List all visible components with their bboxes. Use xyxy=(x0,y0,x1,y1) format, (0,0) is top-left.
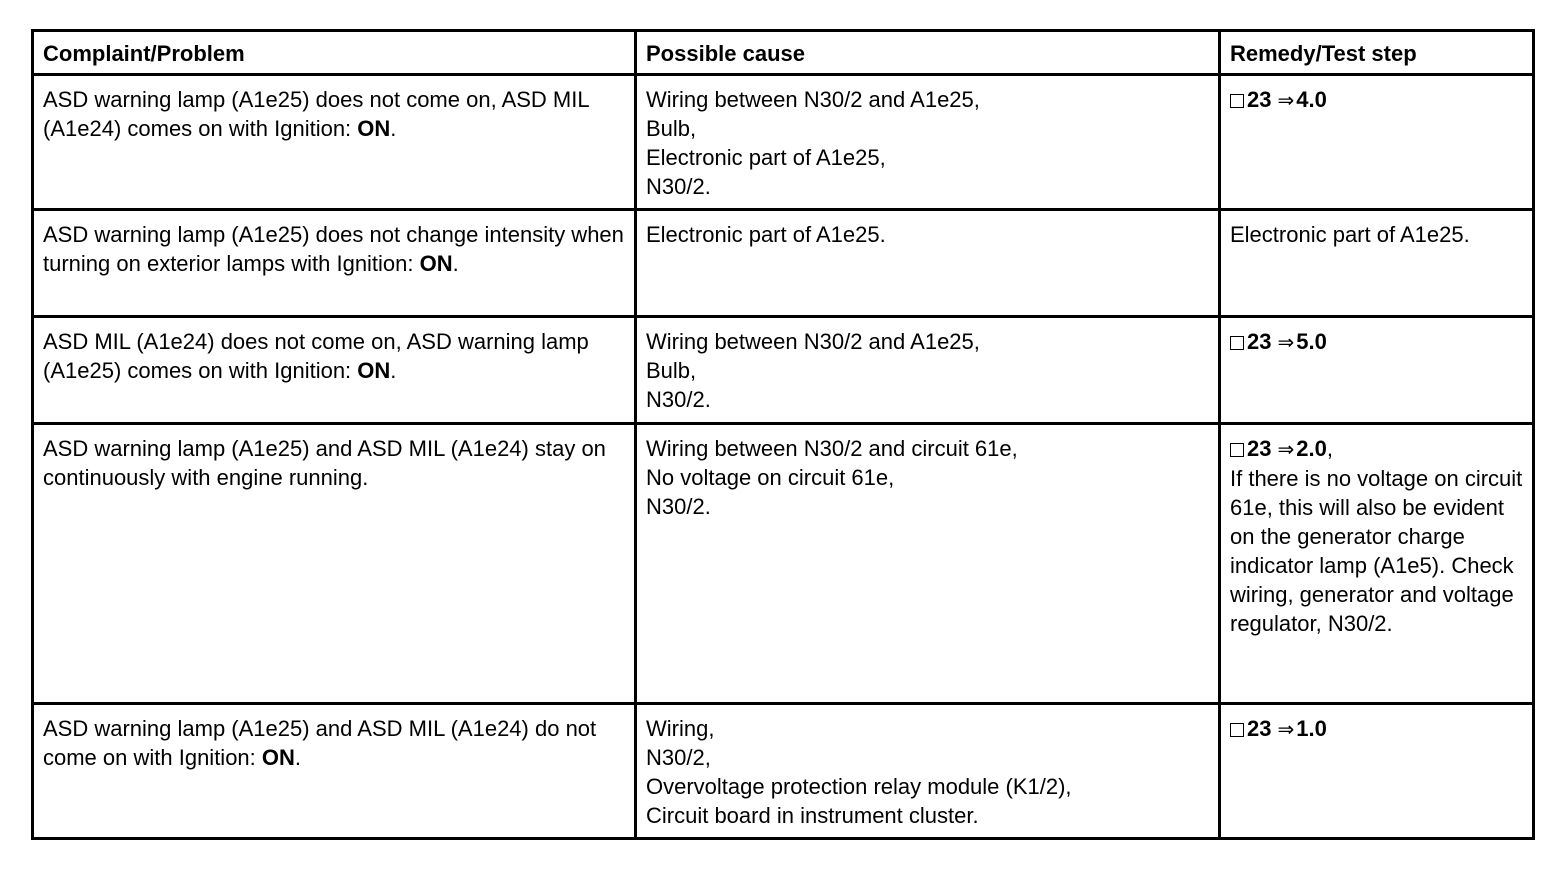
double-arrow-right-icon: ⇒ xyxy=(1277,437,1295,461)
table-row xyxy=(33,75,1534,210)
table-row xyxy=(33,704,1534,839)
cause-line: Wiring between N30/2 and A1e25, xyxy=(646,329,980,354)
cause-cell xyxy=(636,210,1220,317)
remedy-reference xyxy=(1230,87,1327,112)
remedy-ref-number: 23 xyxy=(1247,436,1272,461)
remedy-ref-number: 23 xyxy=(1247,87,1272,112)
document-box-icon xyxy=(1230,723,1244,737)
cause-line: Electronic part of A1e25, xyxy=(646,145,886,170)
remedy-suffix: , xyxy=(1326,436,1333,461)
cause-cell xyxy=(636,317,1220,424)
remedy-note: If there is no voltage on circuit 61e, this will also be evident on the generator charge indicator lamp (A1e5). Check wiring, generator and voltage regulator, N30/2. xyxy=(1230,466,1523,636)
cause-line: Wiring, xyxy=(646,716,715,741)
remedy-cell xyxy=(1220,704,1534,839)
complaint-tail: . xyxy=(390,358,397,383)
document-box-icon xyxy=(1230,336,1244,350)
cause-cell xyxy=(636,424,1220,704)
cause-line: Bulb, xyxy=(646,116,697,141)
remedy-cell xyxy=(1220,210,1534,317)
document-box-icon xyxy=(1230,443,1244,457)
complaint-text: ASD warning lamp (A1e25) does not come on, ASD MIL (A1e24) comes on with Ignition: xyxy=(43,87,589,141)
double-arrow-right-icon: ⇒ xyxy=(1277,88,1295,112)
ignition-state: ON xyxy=(419,251,453,276)
cause-line: N30/2. xyxy=(646,494,711,519)
complaint-text: ASD warning lamp (A1e25) and ASD MIL (A1e24) stay on continuously with engine running. xyxy=(43,436,606,490)
table-row xyxy=(33,424,1534,704)
cause-line: Circuit board in instrument cluster. xyxy=(646,803,979,828)
remedy-reference xyxy=(1230,329,1327,354)
complaint-tail: . xyxy=(390,116,397,141)
cause-line: Bulb, xyxy=(646,358,697,383)
remedy-reference xyxy=(1230,716,1327,741)
remedy-ref-number: 23 xyxy=(1247,716,1272,741)
cause-line: N30/2. xyxy=(646,387,711,412)
cause-line: Overvoltage protection relay module (K1/2), xyxy=(646,774,1072,799)
cause-line: Wiring between N30/2 and circuit 61e, xyxy=(646,436,1018,461)
cause-cell xyxy=(636,75,1220,210)
cause-line: N30/2. xyxy=(646,174,711,199)
complaint-cell xyxy=(33,704,636,839)
remedy-step: 5.0 xyxy=(1296,329,1327,354)
remedy-step: 1.0 xyxy=(1296,716,1327,741)
double-arrow-right-icon: ⇒ xyxy=(1277,330,1295,354)
cause-line: Wiring between N30/2 and A1e25, xyxy=(646,87,980,112)
complaint-text: ASD warning lamp (A1e25) and ASD MIL (A1e24) do not come on with Ignition: xyxy=(43,716,597,770)
remedy-note: Electronic part of A1e25. xyxy=(1230,222,1470,247)
cause-cell xyxy=(636,704,1220,839)
column-header-complaint: Complaint/Problem xyxy=(33,31,636,75)
column-header-cause: Possible cause xyxy=(636,31,1220,75)
complaint-tail: . xyxy=(294,745,302,770)
diagnosis-table xyxy=(31,29,1535,840)
remedy-reference xyxy=(1230,436,1333,461)
document-box-icon xyxy=(1230,94,1244,108)
remedy-step: 2.0 xyxy=(1296,436,1327,461)
ignition-state: ON xyxy=(357,116,391,141)
double-arrow-right-icon: ⇒ xyxy=(1277,717,1295,741)
table-row xyxy=(33,317,1534,424)
cause-line: Electronic part of A1e25. xyxy=(646,222,886,247)
complaint-cell xyxy=(33,210,636,317)
cause-line: N30/2, xyxy=(646,745,711,770)
complaint-cell xyxy=(33,317,636,424)
remedy-cell xyxy=(1220,75,1534,210)
complaint-text: ASD warning lamp (A1e25) does not change intensity when turning on exterior lamps with Ignition: xyxy=(43,222,624,276)
table-row xyxy=(33,210,1534,317)
remedy-step: 4.0 xyxy=(1296,87,1327,112)
remedy-cell xyxy=(1220,424,1534,704)
complaint-cell xyxy=(33,424,636,704)
ignition-state: ON xyxy=(357,358,391,383)
column-header-remedy: Remedy/Test step xyxy=(1220,31,1534,75)
header-row xyxy=(33,31,1534,75)
complaint-cell xyxy=(33,75,636,210)
ignition-state: ON xyxy=(261,745,295,770)
cause-line: No voltage on circuit 61e, xyxy=(646,465,895,490)
remedy-ref-number: 23 xyxy=(1247,329,1272,354)
remedy-cell xyxy=(1220,317,1534,424)
complaint-text: ASD MIL (A1e24) does not come on, ASD warning lamp (A1e25) comes on with Ignition: xyxy=(43,329,589,383)
complaint-tail: . xyxy=(452,251,459,276)
